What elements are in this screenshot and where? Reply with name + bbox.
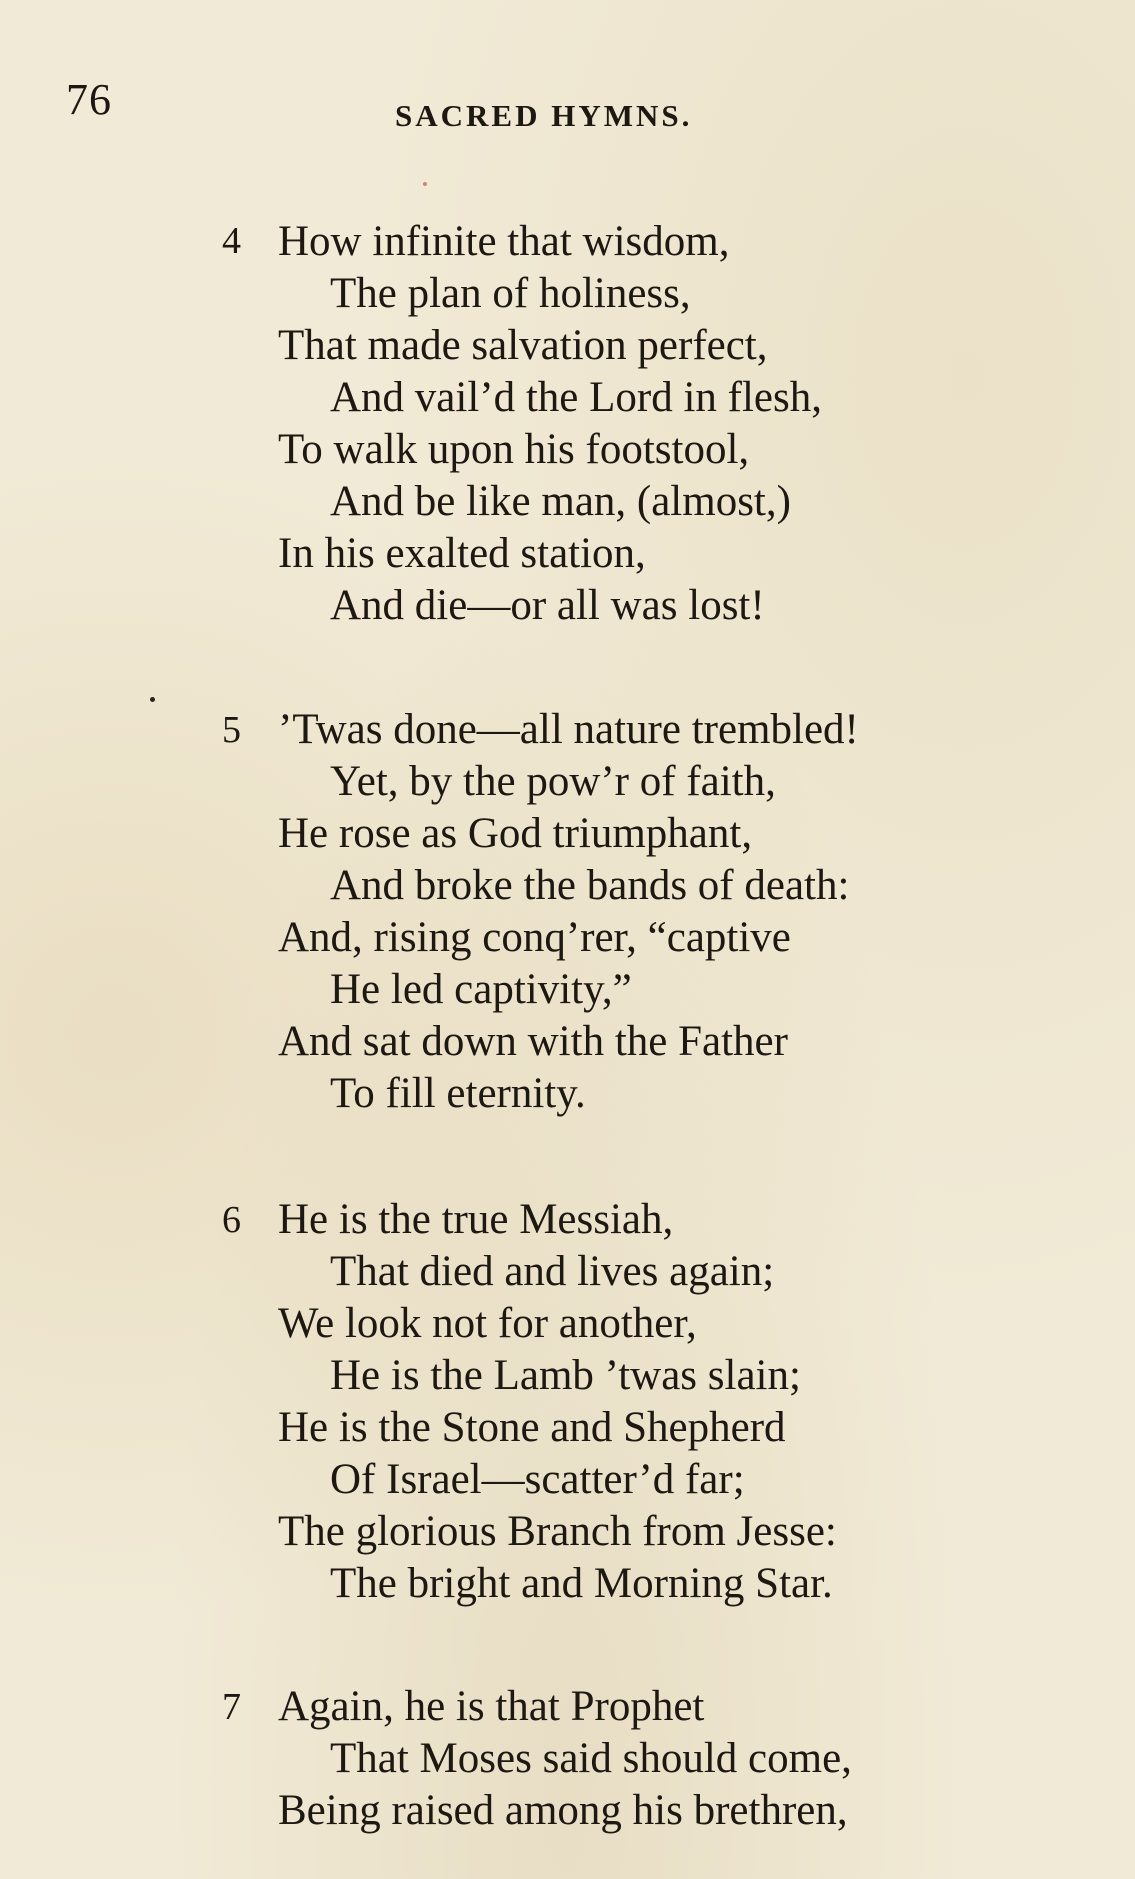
verse-line: The glorious Branch from Jesse: bbox=[278, 1508, 837, 1555]
stanza-number: 4 bbox=[222, 220, 241, 262]
verse-line: ’Twas done—all nature trembled! bbox=[278, 706, 859, 753]
page-number: 76 bbox=[66, 75, 112, 124]
verse-line: He is the Lamb ’twas slain; bbox=[330, 1352, 801, 1399]
stanza-number: 6 bbox=[222, 1199, 241, 1241]
verse-line: Yet, by the pow’r of faith, bbox=[330, 758, 776, 805]
verse-line: To walk upon his footstool, bbox=[278, 426, 750, 473]
verse-line: To fill eternity. bbox=[330, 1070, 586, 1117]
ink-speck bbox=[423, 182, 427, 186]
verse-line: The plan of holiness, bbox=[330, 270, 691, 317]
verse-line: In his exalted station, bbox=[278, 530, 646, 577]
verse-line: He is the Stone and Shepherd bbox=[278, 1404, 786, 1451]
verse-line: We look not for another, bbox=[278, 1300, 697, 1347]
ink-speck bbox=[150, 697, 155, 702]
verse-line: And die—or all was lost! bbox=[330, 582, 765, 629]
verse-line: That Moses said should come, bbox=[330, 1735, 852, 1782]
verse-line: He is the true Messiah, bbox=[278, 1196, 674, 1243]
verse-line: That made salvation perfect, bbox=[278, 322, 768, 369]
verse-line: How infinite that wisdom, bbox=[278, 218, 730, 265]
running-head: SACRED HYMNS. bbox=[395, 98, 693, 133]
verse-line: And vail’d the Lord in flesh, bbox=[330, 374, 823, 421]
verse-line: And be like man, (almost,) bbox=[330, 478, 791, 525]
stanza-number: 5 bbox=[222, 709, 241, 751]
verse-line: And broke the bands of death: bbox=[330, 862, 850, 909]
verse-line: That died and lives again; bbox=[330, 1248, 775, 1295]
verse-line: Being raised among his brethren, bbox=[278, 1787, 848, 1834]
verse-line: Of Israel—scatter’d far; bbox=[330, 1456, 745, 1503]
verse-line: He led captivity,” bbox=[330, 966, 632, 1013]
verse-line: Again, he is that Prophet bbox=[278, 1683, 705, 1730]
verse-line: And sat down with the Father bbox=[278, 1018, 788, 1065]
verse-line: He rose as God triumphant, bbox=[278, 810, 753, 857]
verse-line: And, rising conq’rer, “captive bbox=[278, 914, 791, 961]
verse-line: The bright and Morning Star. bbox=[330, 1560, 833, 1607]
stanza-number: 7 bbox=[222, 1686, 241, 1728]
